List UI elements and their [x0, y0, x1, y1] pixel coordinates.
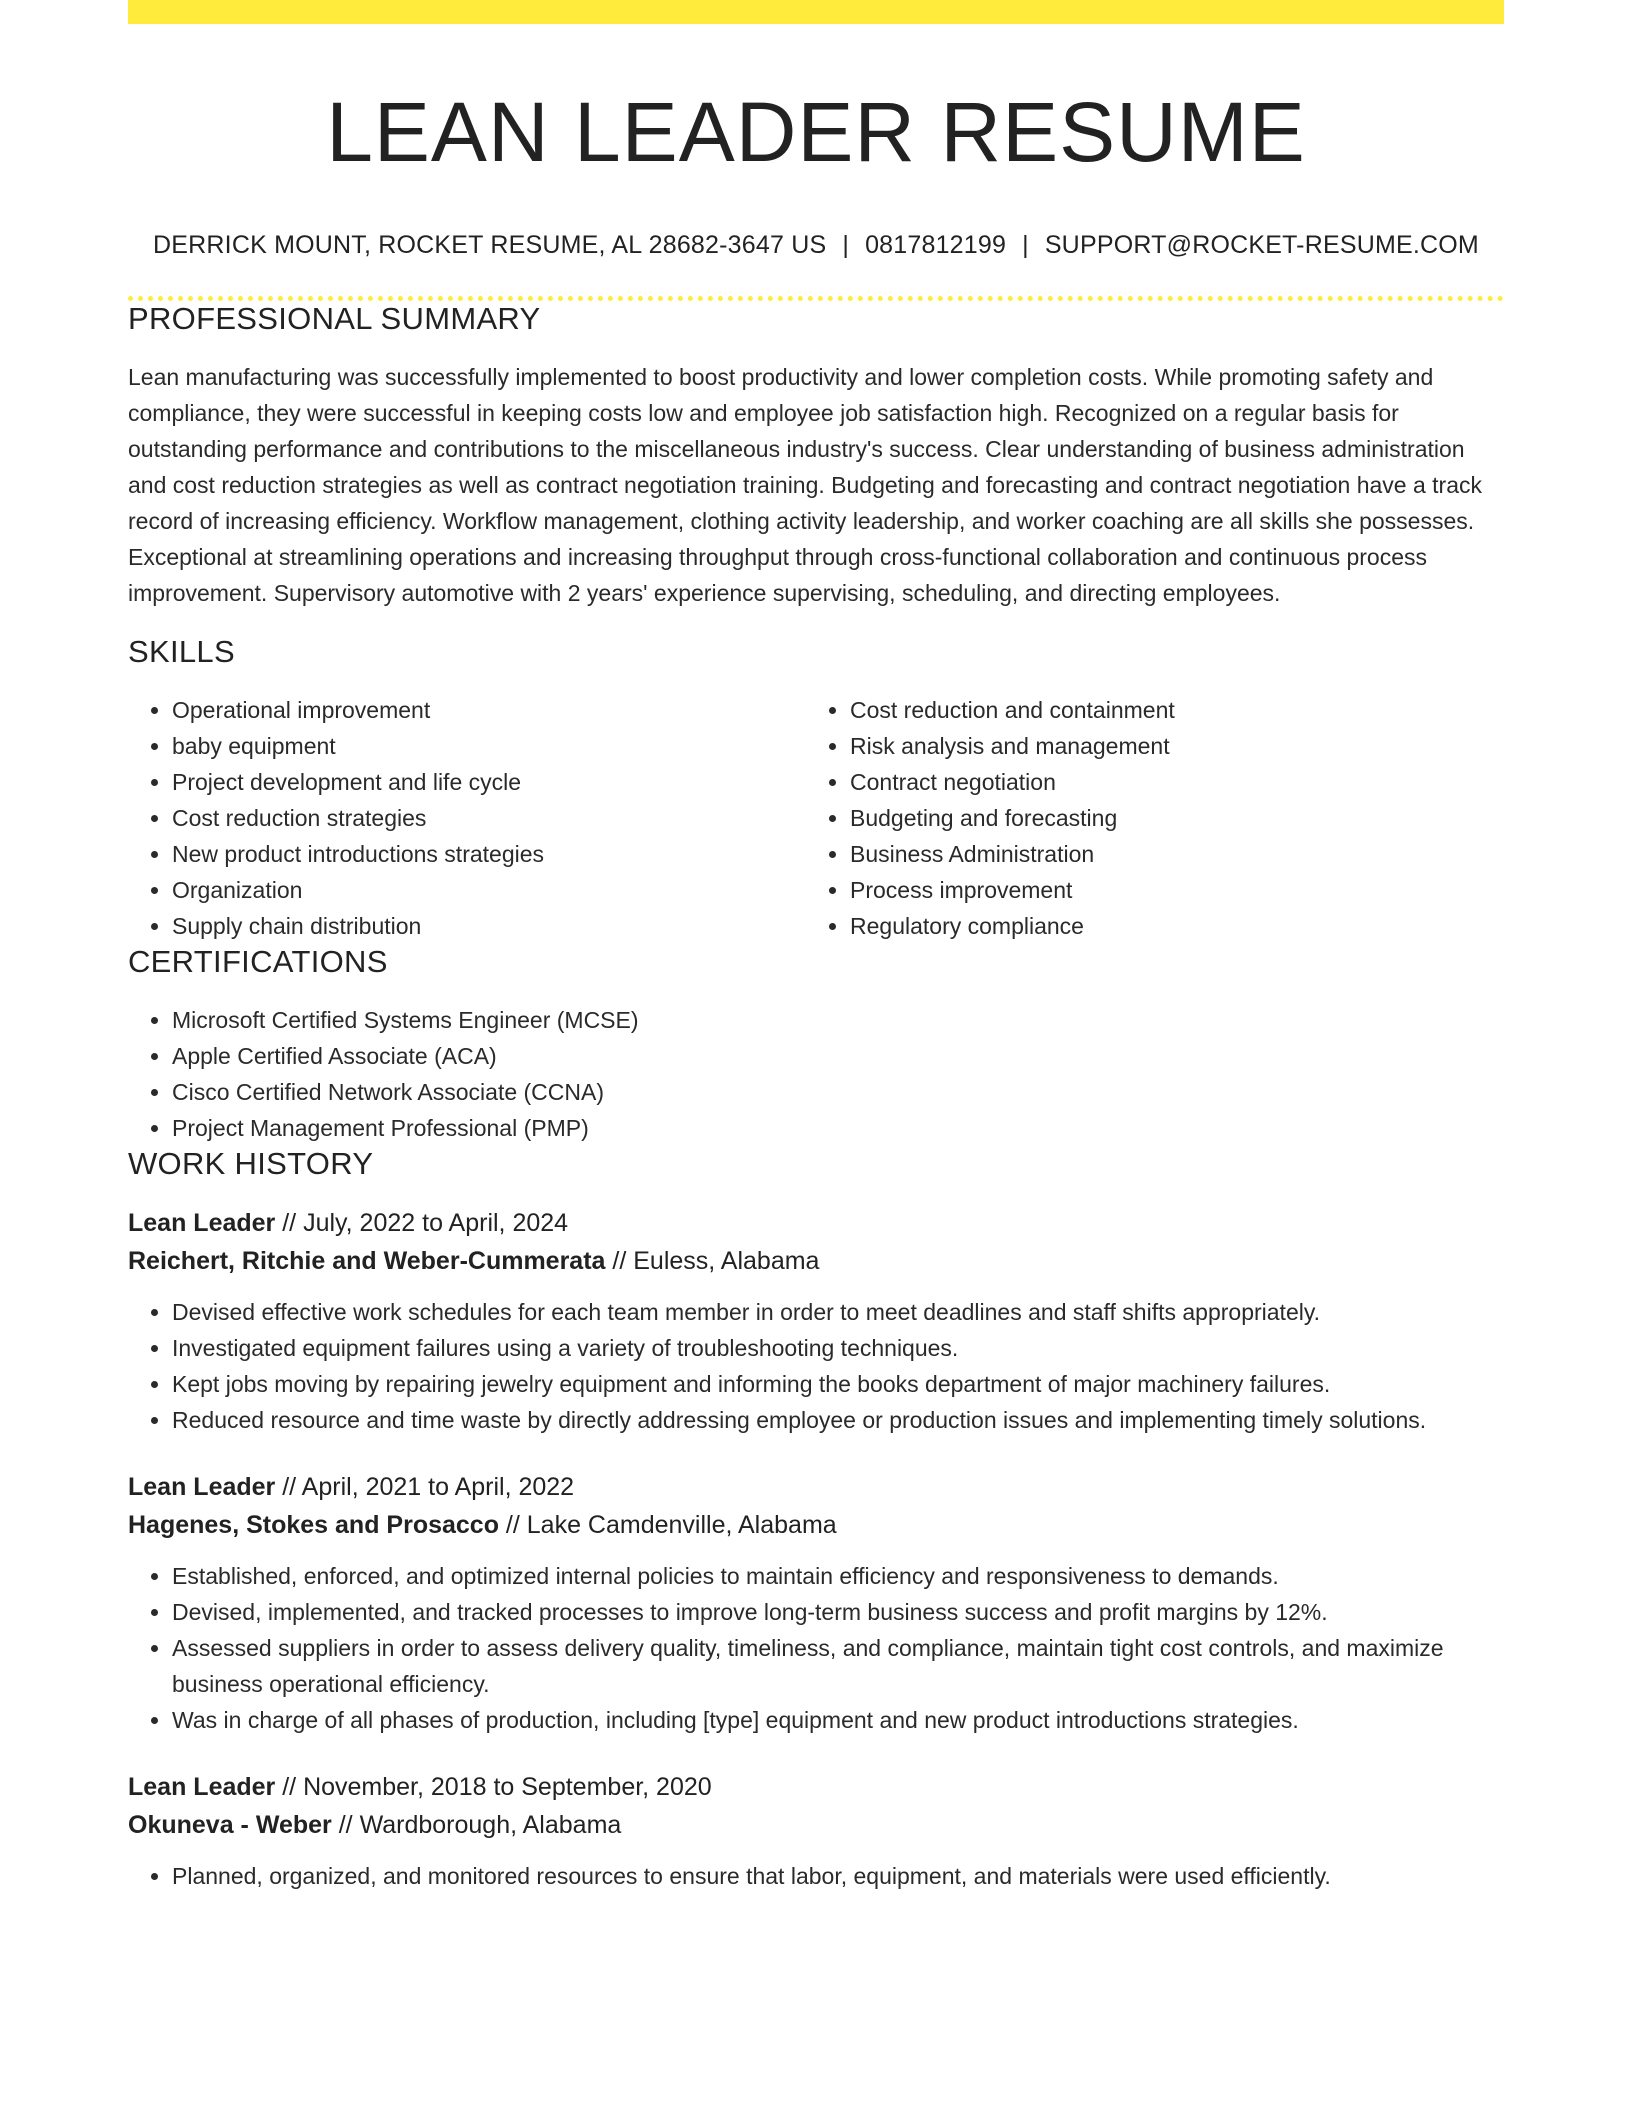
job-bullets	[128, 1558, 1504, 1738]
job-bullet: • Devised effective work schedules for each team member in order to meet deadlines and staff shifts appropriately.	[172, 1294, 1504, 1330]
skill-item: • Business Administration	[850, 836, 1484, 872]
job-company-line	[128, 1806, 1504, 1844]
resume-page	[128, 0, 1504, 1894]
contact-separator: |	[842, 230, 850, 259]
job-title-line	[128, 1768, 1504, 1806]
resume-title: LEAN LEADER RESUME	[326, 85, 1306, 179]
job-company: Hagenes, Stokes and Prosacco	[128, 1510, 499, 1539]
skills-right-list	[806, 692, 1484, 944]
job-bullet: • Kept jobs moving by repairing jewelry equipment and informing the books department of major machinery failures.	[172, 1366, 1504, 1402]
summary-heading: PROFESSIONAL SUMMARY	[128, 300, 541, 336]
job-company-line	[128, 1242, 1504, 1280]
skills-left-list	[128, 692, 806, 944]
job-location: // Euless, Alabama	[605, 1246, 820, 1275]
skill-item: • Organization	[172, 872, 806, 908]
skill-item: • Budgeting and forecasting	[850, 800, 1484, 836]
job-title-line	[128, 1204, 1504, 1242]
skill-item: • Operational improvement	[172, 692, 806, 728]
skill-item: • Project development and life cycle	[172, 764, 806, 800]
skill-item: • Cost reduction strategies	[172, 800, 806, 836]
certification-item: • Cisco Certified Network Associate (CCNA)	[172, 1074, 1504, 1110]
skill-item: • Supply chain distribution	[172, 908, 806, 944]
skill-item: • Contract negotiation	[850, 764, 1484, 800]
job-bullet: • Planned, organized, and monitored resources to ensure that labor, equipment, and materials were used efficiently.	[172, 1858, 1504, 1894]
job-entry	[128, 1468, 1504, 1738]
job-location: // Wardborough, Alabama	[331, 1810, 622, 1839]
skill-item: • baby equipment	[172, 728, 806, 764]
job-dates: // July, 2022 to April, 2024	[275, 1208, 569, 1237]
summary-text: Lean manufacturing was successfully implemented to boost productivity and lower completion costs. While promoting safety and compliance, they were successful in keeping costs low and employee job satisfaction high. Recognized on a regular basis for outstanding performance and contributions to the miscellaneous industry's success. Clear understanding of business administration and cost reduction strategies as well as contract negotiation training. Budgeting and forecasting and contract negotiation have a track record of increasing efficiency. Workflow management, clothing activity leadership, and worker coaching are all skills she possesses. Exceptional at streamlining operations and increasing throughput through cross-functional collaboration and continuous process improvement. Supervisory automotive with 2 years' experience supervising, scheduling, and directing employees.	[128, 363, 1483, 606]
job-bullet: • Was in charge of all phases of production, including [type] equipment and new product introductions strategies.	[172, 1702, 1504, 1738]
contact-separator: |	[1022, 230, 1029, 259]
skills-columns	[128, 692, 1504, 944]
skill-item: • Cost reduction and containment	[850, 692, 1484, 728]
contact-email: SUPPORT@ROCKET-RESUME.COM	[1044, 230, 1479, 259]
skill-item: • Regulatory compliance	[850, 908, 1484, 944]
job-title-line	[128, 1468, 1504, 1506]
certification-item: • Project Management Professional (PMP)	[172, 1110, 1504, 1146]
job-bullet: • Devised, implemented, and tracked processes to improve long-term business success and profit margins by 12%.	[172, 1594, 1504, 1630]
job-title: Lean Leader	[128, 1208, 276, 1237]
certifications-list	[128, 1002, 1504, 1146]
job-dates: // November, 2018 to September, 2020	[275, 1772, 712, 1801]
skill-item: • Risk analysis and management	[850, 728, 1484, 764]
job-company: Okuneva - Weber	[128, 1810, 332, 1839]
job-entry	[128, 1204, 1504, 1438]
certifications-heading: CERTIFICATIONS	[128, 943, 388, 979]
work-history-heading: WORK HISTORY	[128, 1145, 374, 1181]
contact-address: DERRICK MOUNT, ROCKET RESUME, AL 28682-3647 US	[153, 230, 827, 259]
job-dates: // April, 2021 to April, 2022	[275, 1472, 575, 1501]
job-bullet: • Reduced resource and time waste by directly addressing employee or production issues and implementing timely solutions.	[172, 1402, 1504, 1438]
job-bullets	[128, 1294, 1504, 1438]
job-entry	[128, 1768, 1504, 1894]
skill-item: • Process improvement	[850, 872, 1484, 908]
skill-item: • New product introductions strategies	[172, 836, 806, 872]
job-company-line	[128, 1506, 1504, 1544]
job-title: Lean Leader	[128, 1772, 276, 1801]
top-accent-bar	[128, 0, 1504, 24]
job-title: Lean Leader	[128, 1472, 276, 1501]
job-company: Reichert, Ritchie and Weber-Cummerata	[128, 1246, 606, 1275]
skills-heading: SKILLS	[128, 633, 235, 669]
job-bullets	[128, 1858, 1504, 1894]
certification-item: • Apple Certified Associate (ACA)	[172, 1038, 1504, 1074]
contact-phone: 0817812199	[865, 230, 1007, 259]
job-bullet: • Investigated equipment failures using a variety of troubleshooting techniques.	[172, 1330, 1504, 1366]
job-location: // Lake Camdenville, Alabama	[498, 1510, 837, 1539]
job-bullet: • Assessed suppliers in order to assess delivery quality, timeliness, and compliance, maintain tight cost controls, and maximize business operational efficiency.	[172, 1630, 1504, 1702]
certification-item: • Microsoft Certified Systems Engineer (MCSE)	[172, 1002, 1504, 1038]
contact-line	[128, 231, 1504, 260]
job-bullet: • Established, enforced, and optimized internal policies to maintain efficiency and responsiveness to demands.	[172, 1558, 1504, 1594]
